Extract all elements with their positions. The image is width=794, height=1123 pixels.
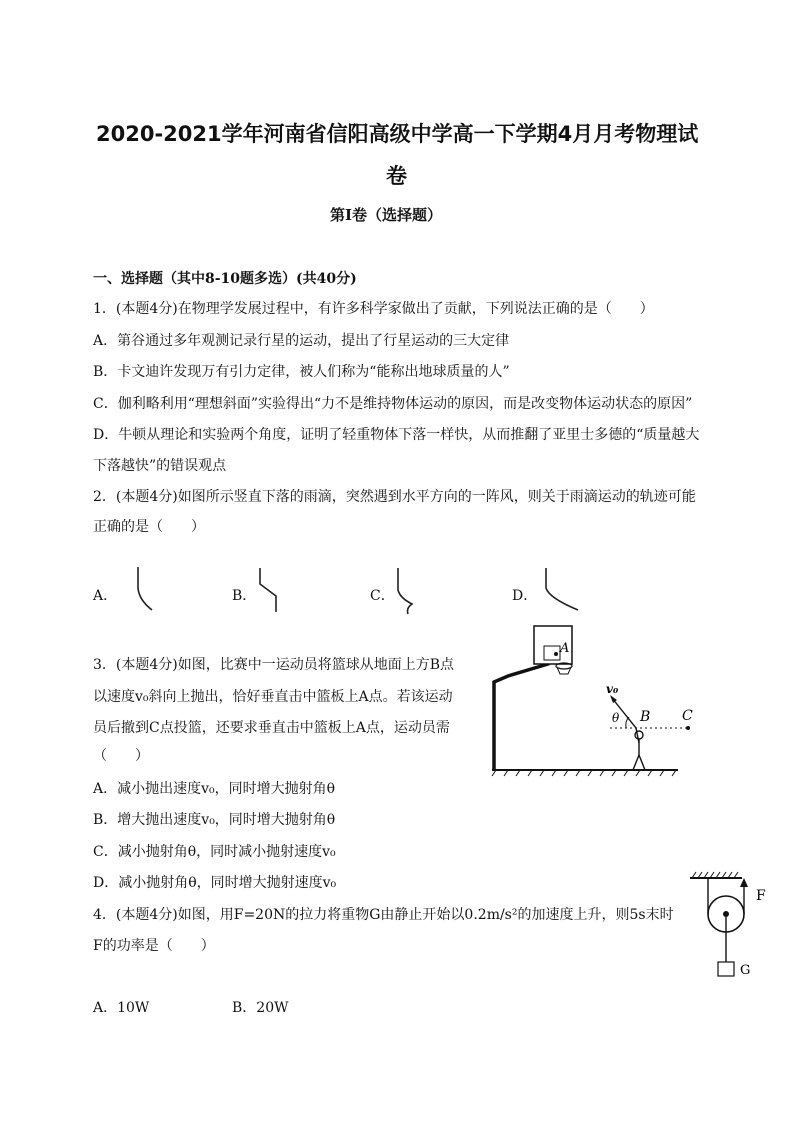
q3-option-b: B．增大抛出速度v₀，同时增大抛射角θ	[93, 812, 336, 828]
player-figure	[633, 728, 645, 770]
q1-option-c: C．伽利略利用“理想斜面”实验得出“力不是维持物体运动的原因，而是改变物体运动状态的原因”	[93, 396, 693, 412]
label-v0: v₀	[606, 682, 619, 696]
q3-basketball-figure	[486, 620, 693, 780]
q4-option-b: B．20W	[232, 1000, 289, 1016]
force-arrowhead	[740, 878, 748, 887]
q4-pulley-figure	[686, 866, 776, 986]
q2-trajectory-a	[130, 562, 170, 614]
q2-label-d: D．	[512, 588, 538, 604]
q3-stem-line3: 员后撤到C点投篮，还要求垂直击中篮板上A点，运动员需	[93, 720, 450, 736]
weight-block	[718, 962, 734, 976]
velocity-arrowhead	[610, 695, 617, 703]
q3-stem-line2: 以速度v₀斜向上抛出，恰好垂直击中篮板上A点。若该运动	[93, 689, 453, 705]
point-a	[554, 652, 558, 656]
page-title-line2: 卷	[386, 164, 407, 188]
q1-option-b: B．卡文迪许发现万有引力定律，被人们称为“能称出地球质量的人”	[93, 364, 510, 380]
label-c: C	[682, 708, 693, 724]
volume-heading: 第I卷（选择题）	[330, 206, 443, 224]
q4-stem-line1: 4．(本题4分)如图，用F=20N的拉力将重物G由静止开始以0.2m/s²的加速度上升，则5s末时	[93, 907, 674, 923]
q2-label-b: B．	[232, 588, 257, 604]
label-a: A	[560, 641, 570, 656]
q2-stem-line2: 正确的是（ ）	[93, 519, 205, 535]
q3-option-c: C．减小抛射角θ，同时减小抛射速度v₀	[93, 844, 336, 860]
point-c	[686, 726, 690, 730]
q4-stem-line2: F的功率是（ ）	[93, 938, 215, 954]
hoop-pole	[494, 656, 548, 770]
q3-option-d: D．减小抛射角θ，同时增大抛射速度v₀	[93, 875, 337, 891]
q1-option-d-line1: D．牛顿从理论和实验两个角度，证明了轻重物体下落一样快，从而推翻了亚里士多德的“质量越大	[93, 427, 700, 443]
label-g: G	[740, 963, 751, 978]
q3-stem-line1: 3．(本题4分)如图，比赛中一运动员将篮球从地面上方B点	[93, 657, 455, 673]
section-heading: 一、选择题（其中8-10题多选）(共40分)	[93, 271, 357, 287]
q2-trajectory-c	[392, 564, 432, 618]
label-b: B	[640, 709, 651, 725]
q1-option-a: A．第谷通过多年观测记录行星的运动，提出了行星运动的三大定律	[93, 333, 510, 349]
page-title-line1: 2020-2021学年河南省信阳高级中学高一下学期4月月考物理试	[96, 122, 699, 146]
q2-trajectory-b	[250, 564, 290, 616]
q4-option-a: A．10W	[93, 1000, 150, 1016]
q1-stem: 1．(本题4分)在物理学发展过程中，有许多科学家做出了贡献，下列说法正确的是（ ）	[93, 301, 654, 317]
q3-option-a: A．减小抛出速度v₀，同时增大抛射角θ	[93, 781, 336, 797]
q2-stem-line1: 2．(本题4分)如图所示竖直下落的雨滴，突然遇到水平方向的一阵风，则关于雨滴运动的轨迹可能	[93, 489, 696, 505]
q1-option-d-line2: 下落越快”的错误观点	[93, 458, 227, 474]
label-theta: θ	[612, 711, 620, 725]
q2-trajectory-d	[540, 564, 590, 616]
q3-stem-line4: （ ）	[93, 748, 149, 764]
pulley-axle	[723, 911, 729, 917]
q2-label-a: A．	[93, 588, 118, 604]
q2-label-c: C．	[370, 588, 395, 604]
label-f: F	[756, 888, 766, 904]
